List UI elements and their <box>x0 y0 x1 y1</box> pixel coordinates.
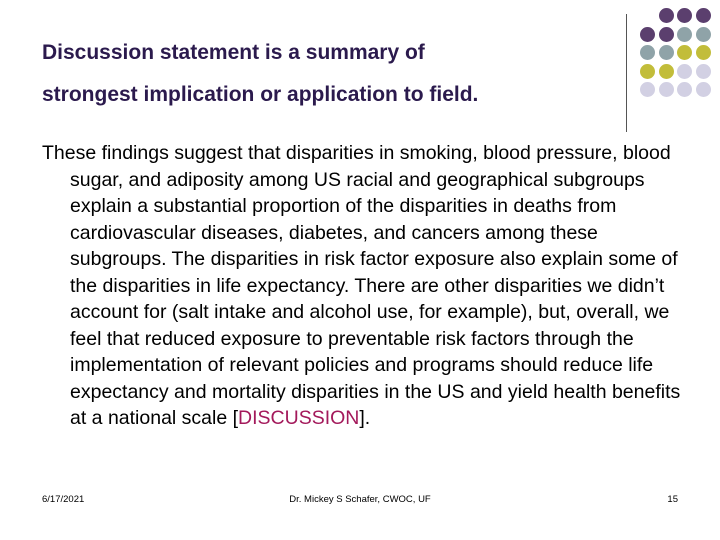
footer-author: Dr. Mickey S Schafer, CWOC, UF <box>289 494 431 505</box>
decorative-dot <box>696 27 711 42</box>
decorative-dot <box>696 64 711 79</box>
decorative-dot <box>640 45 655 60</box>
footer-page-number: 15 <box>667 494 678 505</box>
title-divider <box>626 14 627 132</box>
body-paragraph <box>42 140 692 432</box>
decorative-dot <box>677 82 692 97</box>
decorative-dot <box>677 8 692 23</box>
decorative-dot <box>659 8 674 23</box>
slide-title <box>42 32 612 116</box>
decorative-dot <box>659 64 674 79</box>
decorative-dot <box>659 82 674 97</box>
body-text-end: ]. <box>359 407 371 429</box>
decorative-dot <box>659 27 674 42</box>
decorative-dot <box>640 64 655 79</box>
footer-date: 6/17/2021 <box>42 494 85 505</box>
decorative-dot <box>696 8 711 23</box>
title-line-1: Discussion statement is a summary of <box>42 41 425 64</box>
decorative-dot <box>696 82 711 97</box>
title-line-2: strongest implication or application to field. <box>42 83 479 106</box>
decorative-dot <box>677 64 692 79</box>
decorative-dot <box>640 82 655 97</box>
decorative-dot <box>677 45 692 60</box>
decorative-dot <box>659 45 674 60</box>
decorative-dot <box>640 27 655 42</box>
decorative-dot <box>696 45 711 60</box>
body-text-main: These findings suggest that disparities in smoking, blood pressure, blood sugar, and adiposity among US racial and geographical subgroups explain a substantial proportion of the disparities in deaths from cardiovascular diseases, diabetes, and cancers among these subgroups. The disparities in risk factor exposure also explain some of the disparities in life expectancy. There are other disparities we didn’t account for (salt intake and alcohol use, for example), but, overall, we feel that reduced exposure to preventable risk factors through the implementation of relevant policies and programs should reduce life expectancy and mortality disparities in the US and yield health benefits at a national scale [ <box>42 142 681 429</box>
discussion-tag: DISCUSSION <box>238 407 360 429</box>
decorative-dot <box>677 27 692 42</box>
